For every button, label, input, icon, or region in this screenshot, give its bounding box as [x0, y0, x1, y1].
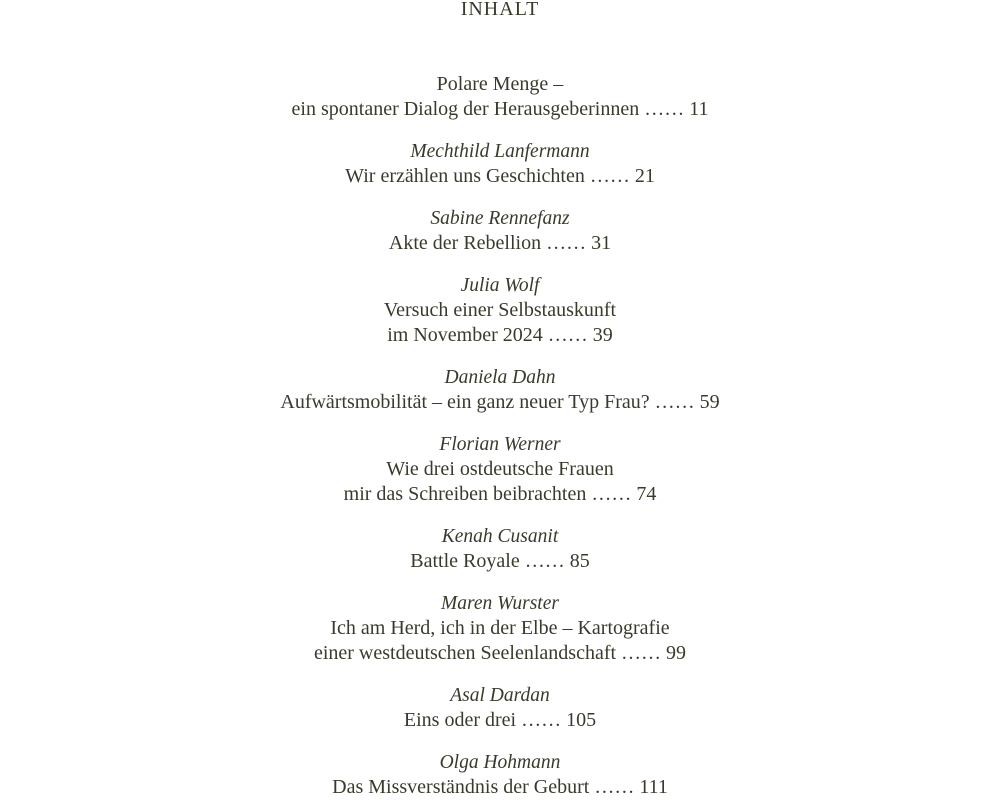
- entry-author: Asal Dardan: [450, 685, 550, 706]
- entry-title-line: Polare Menge –: [436, 73, 564, 95]
- entry-author: Florian Werner: [439, 434, 561, 455]
- toc-entry: [0, 139, 1000, 189]
- entry-title-line: ein spontaner Dialog der Herausgeberinnen …… 11: [291, 98, 709, 120]
- toc-entry: [0, 591, 1000, 666]
- toc-entry: [0, 524, 1000, 574]
- entry-title-line: Aufwärtsmobilität – ein ganz neuer Typ Frau? …… 59: [280, 391, 720, 413]
- entry-author: Kenah Cusanit: [441, 526, 559, 547]
- entry-title-line: Ich am Herd, ich in der Elbe – Kartografie: [330, 617, 670, 639]
- toc-heading: INHALT: [460, 0, 540, 20]
- toc-entry: [0, 683, 1000, 733]
- entry-author: Sabine Rennefanz: [430, 208, 570, 229]
- entry-title-line: Battle Royale …… 85: [410, 550, 590, 572]
- entry-title-line: Eins oder drei …… 105: [403, 709, 597, 731]
- entry-title-line: Versuch einer Selbstauskunft: [383, 299, 617, 321]
- entry-title-line: mir das Schreiben beibrachten …… 74: [343, 483, 657, 505]
- entry-author: Julia Wolf: [460, 275, 540, 296]
- toc-entry: [0, 432, 1000, 507]
- toc-entry: [0, 72, 1000, 122]
- entry-title-line: Wie drei ostdeutsche Frauen: [386, 458, 614, 480]
- toc-entry: [0, 750, 1000, 800]
- toc-entry: [0, 206, 1000, 256]
- entry-title-line: Akte der Rebellion …… 31: [388, 232, 612, 254]
- toc-entry: [0, 365, 1000, 415]
- entry-author: Maren Wurster: [441, 593, 559, 614]
- entry-author: Daniela Dahn: [444, 367, 556, 388]
- entry-title-line: einer westdeutschen Seelenlandschaft …… 99: [313, 642, 687, 664]
- toc-list: [0, 72, 1000, 800]
- entry-title-line: Das Missverständnis der Geburt …… 111: [332, 776, 668, 798]
- entry-title-line: Wir erzählen uns Geschichten …… 21: [345, 165, 655, 187]
- entry-author: Mechthild Lanfermann: [410, 141, 590, 162]
- toc-entry: [0, 273, 1000, 348]
- entry-author: Olga Hohmann: [439, 752, 561, 773]
- entry-title-line: im November 2024 …… 39: [387, 324, 613, 346]
